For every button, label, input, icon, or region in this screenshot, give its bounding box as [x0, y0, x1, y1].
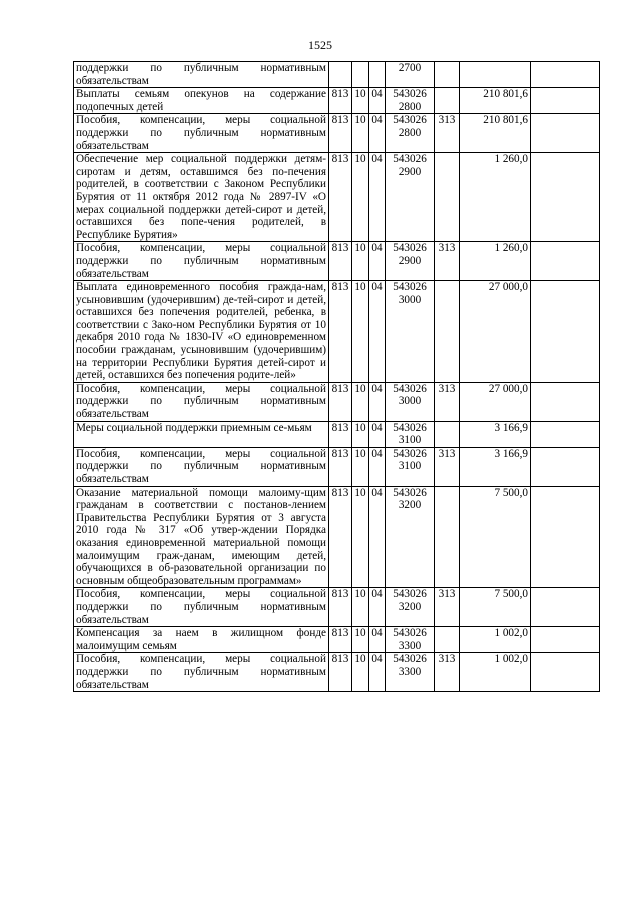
row-ved: 813 [329, 627, 352, 653]
row-pr: 04 [369, 588, 386, 627]
row-csr: 543026 3200 [386, 486, 435, 588]
row-csr: 543026 2800 [386, 88, 435, 114]
row-csr: 543026 3300 [386, 653, 435, 692]
row-extra [531, 627, 600, 653]
row-name: Оказание материальной помощи малоиму-щим гражданам в соответствии с постанов-лением Правительства Республики Бурятия от 3 августа 2010 года № 317 «Об утвер-ждении Порядка оказания единовременной материальной помощи малоимущим граж-данам, имеющим детей, обучающихся в об-разовательной организации по основным общеобразовательным программам» [74, 486, 329, 588]
table-row [74, 153, 600, 242]
row-ved: 813 [329, 653, 352, 692]
row-rz: 10 [352, 114, 369, 153]
row-name: Пособия, компенсации, меры социальной поддержки по публичным нормативным обязательствам [74, 653, 329, 692]
row-vr [435, 62, 460, 88]
row-pr: 04 [369, 653, 386, 692]
row-sum: 27 000,0 [460, 281, 531, 383]
row-sum: 3 166,9 [460, 421, 531, 447]
row-vr [435, 88, 460, 114]
row-pr: 04 [369, 486, 386, 588]
row-name: Выплаты семьям опекунов на содержание подопечных детей [74, 88, 329, 114]
row-vr [435, 486, 460, 588]
row-sum: 1 002,0 [460, 627, 531, 653]
row-extra [531, 242, 600, 281]
row-ved: 813 [329, 242, 352, 281]
row-sum: 1 260,0 [460, 242, 531, 281]
row-ved: 813 [329, 88, 352, 114]
row-vr [435, 421, 460, 447]
row-extra [531, 588, 600, 627]
row-vr [435, 281, 460, 383]
row-name: Пособия, компенсации, меры социальной поддержки по публичным нормативным обязательствам [74, 242, 329, 281]
row-extra [531, 88, 600, 114]
row-pr: 04 [369, 153, 386, 242]
row-name: Пособия, компенсации, меры социальной поддержки по публичным нормативным обязательствам [74, 382, 329, 421]
row-pr [369, 62, 386, 88]
row-extra [531, 653, 600, 692]
row-pr: 04 [369, 382, 386, 421]
row-pr: 04 [369, 114, 386, 153]
table-row [74, 447, 600, 486]
row-rz: 10 [352, 486, 369, 588]
row-name: Пособия, компенсации, меры социальной поддержки по публичным нормативным обязательствам [74, 588, 329, 627]
row-name: Обеспечение мер социальной поддержки детям-сиротам и детям, оставшимся без по-печения родителей, в соответствии с Законом Республики Бурятия от 11 октября 2012 года № 2897-IV «О мерах социальной поддержки детей-сирот и детей, оставшихся без попе-чения родителей, в Республике Бурятия» [74, 153, 329, 242]
row-pr: 04 [369, 421, 386, 447]
row-vr: 313 [435, 653, 460, 692]
table-row [74, 281, 600, 383]
row-pr: 04 [369, 88, 386, 114]
row-pr: 04 [369, 627, 386, 653]
row-rz: 10 [352, 88, 369, 114]
row-extra [531, 421, 600, 447]
row-sum: 1 002,0 [460, 653, 531, 692]
page-number: 1525 [308, 38, 332, 52]
row-csr: 543026 3100 [386, 447, 435, 486]
row-rz: 10 [352, 382, 369, 421]
row-vr: 313 [435, 114, 460, 153]
row-ved [329, 62, 352, 88]
row-vr: 313 [435, 242, 460, 281]
table-row [74, 486, 600, 588]
row-rz: 10 [352, 242, 369, 281]
row-csr: 2700 [386, 62, 435, 88]
row-rz: 10 [352, 281, 369, 383]
table-row [74, 62, 600, 88]
row-extra [531, 62, 600, 88]
row-sum: 210 801,6 [460, 114, 531, 153]
table-row [74, 627, 600, 653]
row-ved: 813 [329, 382, 352, 421]
row-sum: 7 500,0 [460, 588, 531, 627]
row-rz: 10 [352, 627, 369, 653]
row-ved: 813 [329, 114, 352, 153]
row-sum: 27 000,0 [460, 382, 531, 421]
row-name: Выплата единовременного пособия гражда-нам, усыновившим (удочерившим) де-тей-сирот и детей, оставшихся без попечения родителей, ребенка, в соответствии с Зако-ном Республики Бурятия от 10 декабря 2010 года № 1830-IV «О единовременном пособии гражданам, усыновившим (удочерившим) на территории Республики Бурятия детей-сирот и детей, оставшихся без попечения родите-лей» [74, 281, 329, 383]
row-ved: 813 [329, 153, 352, 242]
row-ved: 813 [329, 447, 352, 486]
row-csr: 543026 3100 [386, 421, 435, 447]
row-extra [531, 447, 600, 486]
row-rz: 10 [352, 588, 369, 627]
table-row [74, 114, 600, 153]
table-row [74, 242, 600, 281]
row-name: Компенсация за наем в жилищном фонде малоимущим семьям [74, 627, 329, 653]
budget-table [73, 61, 600, 692]
table-row [74, 88, 600, 114]
row-extra [531, 153, 600, 242]
row-name: Меры социальной поддержки приемным се-мьям [74, 421, 329, 447]
row-name: Пособия, компенсации, меры социальной поддержки по публичным нормативным обязательствам [74, 114, 329, 153]
row-rz: 10 [352, 153, 369, 242]
row-csr: 543026 2900 [386, 153, 435, 242]
row-extra [531, 281, 600, 383]
row-sum: 3 166,9 [460, 447, 531, 486]
row-csr: 543026 3000 [386, 281, 435, 383]
row-csr: 543026 3200 [386, 588, 435, 627]
row-csr: 543026 3000 [386, 382, 435, 421]
row-sum: 1 260,0 [460, 153, 531, 242]
row-sum [460, 62, 531, 88]
row-extra [531, 486, 600, 588]
row-sum: 7 500,0 [460, 486, 531, 588]
row-rz: 10 [352, 653, 369, 692]
row-name: поддержки по публичным нормативным обязательствам [74, 62, 329, 88]
row-pr: 04 [369, 242, 386, 281]
table-row [74, 653, 600, 692]
row-vr [435, 153, 460, 242]
row-pr: 04 [369, 447, 386, 486]
row-vr: 313 [435, 447, 460, 486]
row-vr [435, 627, 460, 653]
row-vr: 313 [435, 588, 460, 627]
row-rz [352, 62, 369, 88]
row-sum: 210 801,6 [460, 88, 531, 114]
row-ved: 813 [329, 281, 352, 383]
row-vr: 313 [435, 382, 460, 421]
row-csr: 543026 2900 [386, 242, 435, 281]
table-row [74, 382, 600, 421]
row-extra [531, 382, 600, 421]
row-name: Пособия, компенсации, меры социальной поддержки по публичным нормативным обязательствам [74, 447, 329, 486]
row-extra [531, 114, 600, 153]
row-ved: 813 [329, 486, 352, 588]
row-rz: 10 [352, 421, 369, 447]
row-csr: 543026 3300 [386, 627, 435, 653]
row-pr: 04 [369, 281, 386, 383]
table-row [74, 588, 600, 627]
row-ved: 813 [329, 421, 352, 447]
table-row [74, 421, 600, 447]
row-rz: 10 [352, 447, 369, 486]
row-ved: 813 [329, 588, 352, 627]
row-csr: 543026 2800 [386, 114, 435, 153]
